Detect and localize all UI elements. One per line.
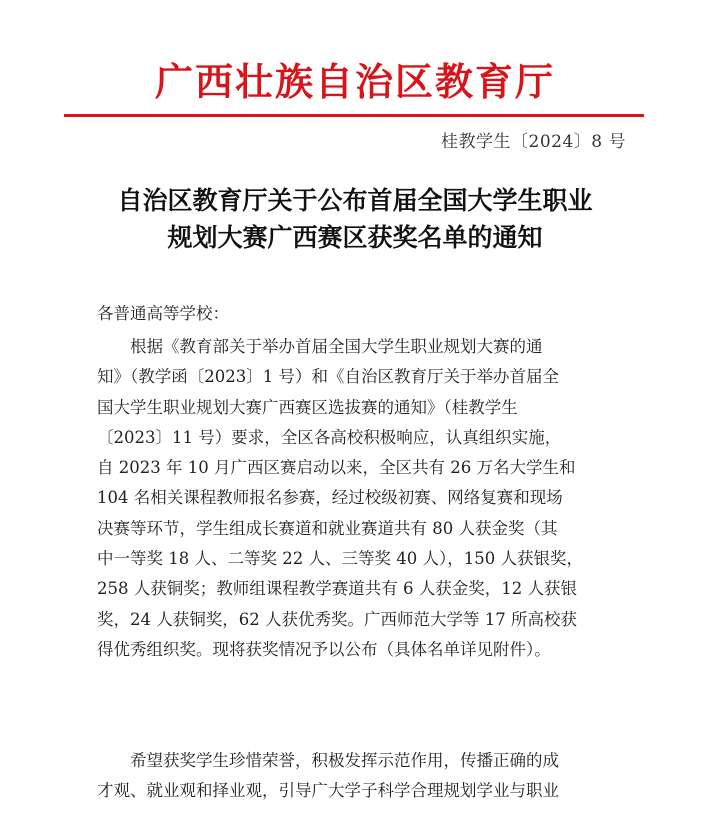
paragraph-line: 希望获奖学生珍惜荣誉，积极发挥示范作用，传播正确的成 bbox=[130, 751, 559, 770]
paragraph-line: 知》（教学函〔2023〕1 号）和《自治区教育厅关于举办首届全 bbox=[97, 367, 559, 387]
title-line-2: 规划大赛广西赛区获奖名单的通知 bbox=[167, 223, 543, 252]
paragraph-line: 根据《教育部关于举办首届全国大学生职业规划大赛的通 bbox=[130, 337, 543, 356]
paragraph-2 bbox=[97, 746, 632, 807]
paragraph-line: 104 名相关课程教师报名参赛，经过校级初赛、网络复赛和现场 bbox=[97, 488, 563, 508]
paragraph-line: 258 人获铜奖；教师组课程教学赛道共有 6 人获金奖，12 人获银 bbox=[97, 579, 577, 599]
paragraph-line: 得优秀组织奖。现将获奖情况予以公布（具体名单详见附件）。 bbox=[97, 639, 551, 659]
paragraph-line: 国大学生职业规划大赛广西赛区选拔赛的通知》（桂教学生 bbox=[97, 397, 518, 417]
title-line-1: 自治区教育厅关于公布首届全国大学生职业 bbox=[117, 186, 593, 215]
paragraph-line: 中一等奖 18 人、二等奖 22 人、三等奖 40 人），150 人获银奖， bbox=[97, 549, 583, 569]
red-divider-line bbox=[64, 114, 644, 117]
paragraph-line: 〔2023〕11 号）要求，全区各高校积极响应，认真组织实施， bbox=[97, 427, 562, 447]
paragraph-line: 自 2023 年 10 月广西区赛启动以来，全区共有 26 万名大学生和 bbox=[97, 458, 576, 478]
paragraph-line: 才观、就业观和择业观，引导广大学子科学合理规划学业与职业 bbox=[97, 781, 559, 801]
paragraph-line: 奖，24 人获铜奖，62 人获优秀奖。广西师范大学等 17 所高校获 bbox=[97, 609, 577, 629]
paragraph-line: 决赛等环节，学生组成长赛道和就业赛道共有 80 人获金奖（其 bbox=[97, 518, 558, 538]
document-title bbox=[60, 182, 650, 256]
document-number: 桂教学生〔2024〕8 号 bbox=[441, 132, 626, 152]
issuer-header: 广西壮族自治区教育厅 bbox=[154, 59, 555, 104]
salutation: 各普通高等学校： bbox=[97, 304, 229, 323]
paragraph-1 bbox=[97, 332, 632, 665]
